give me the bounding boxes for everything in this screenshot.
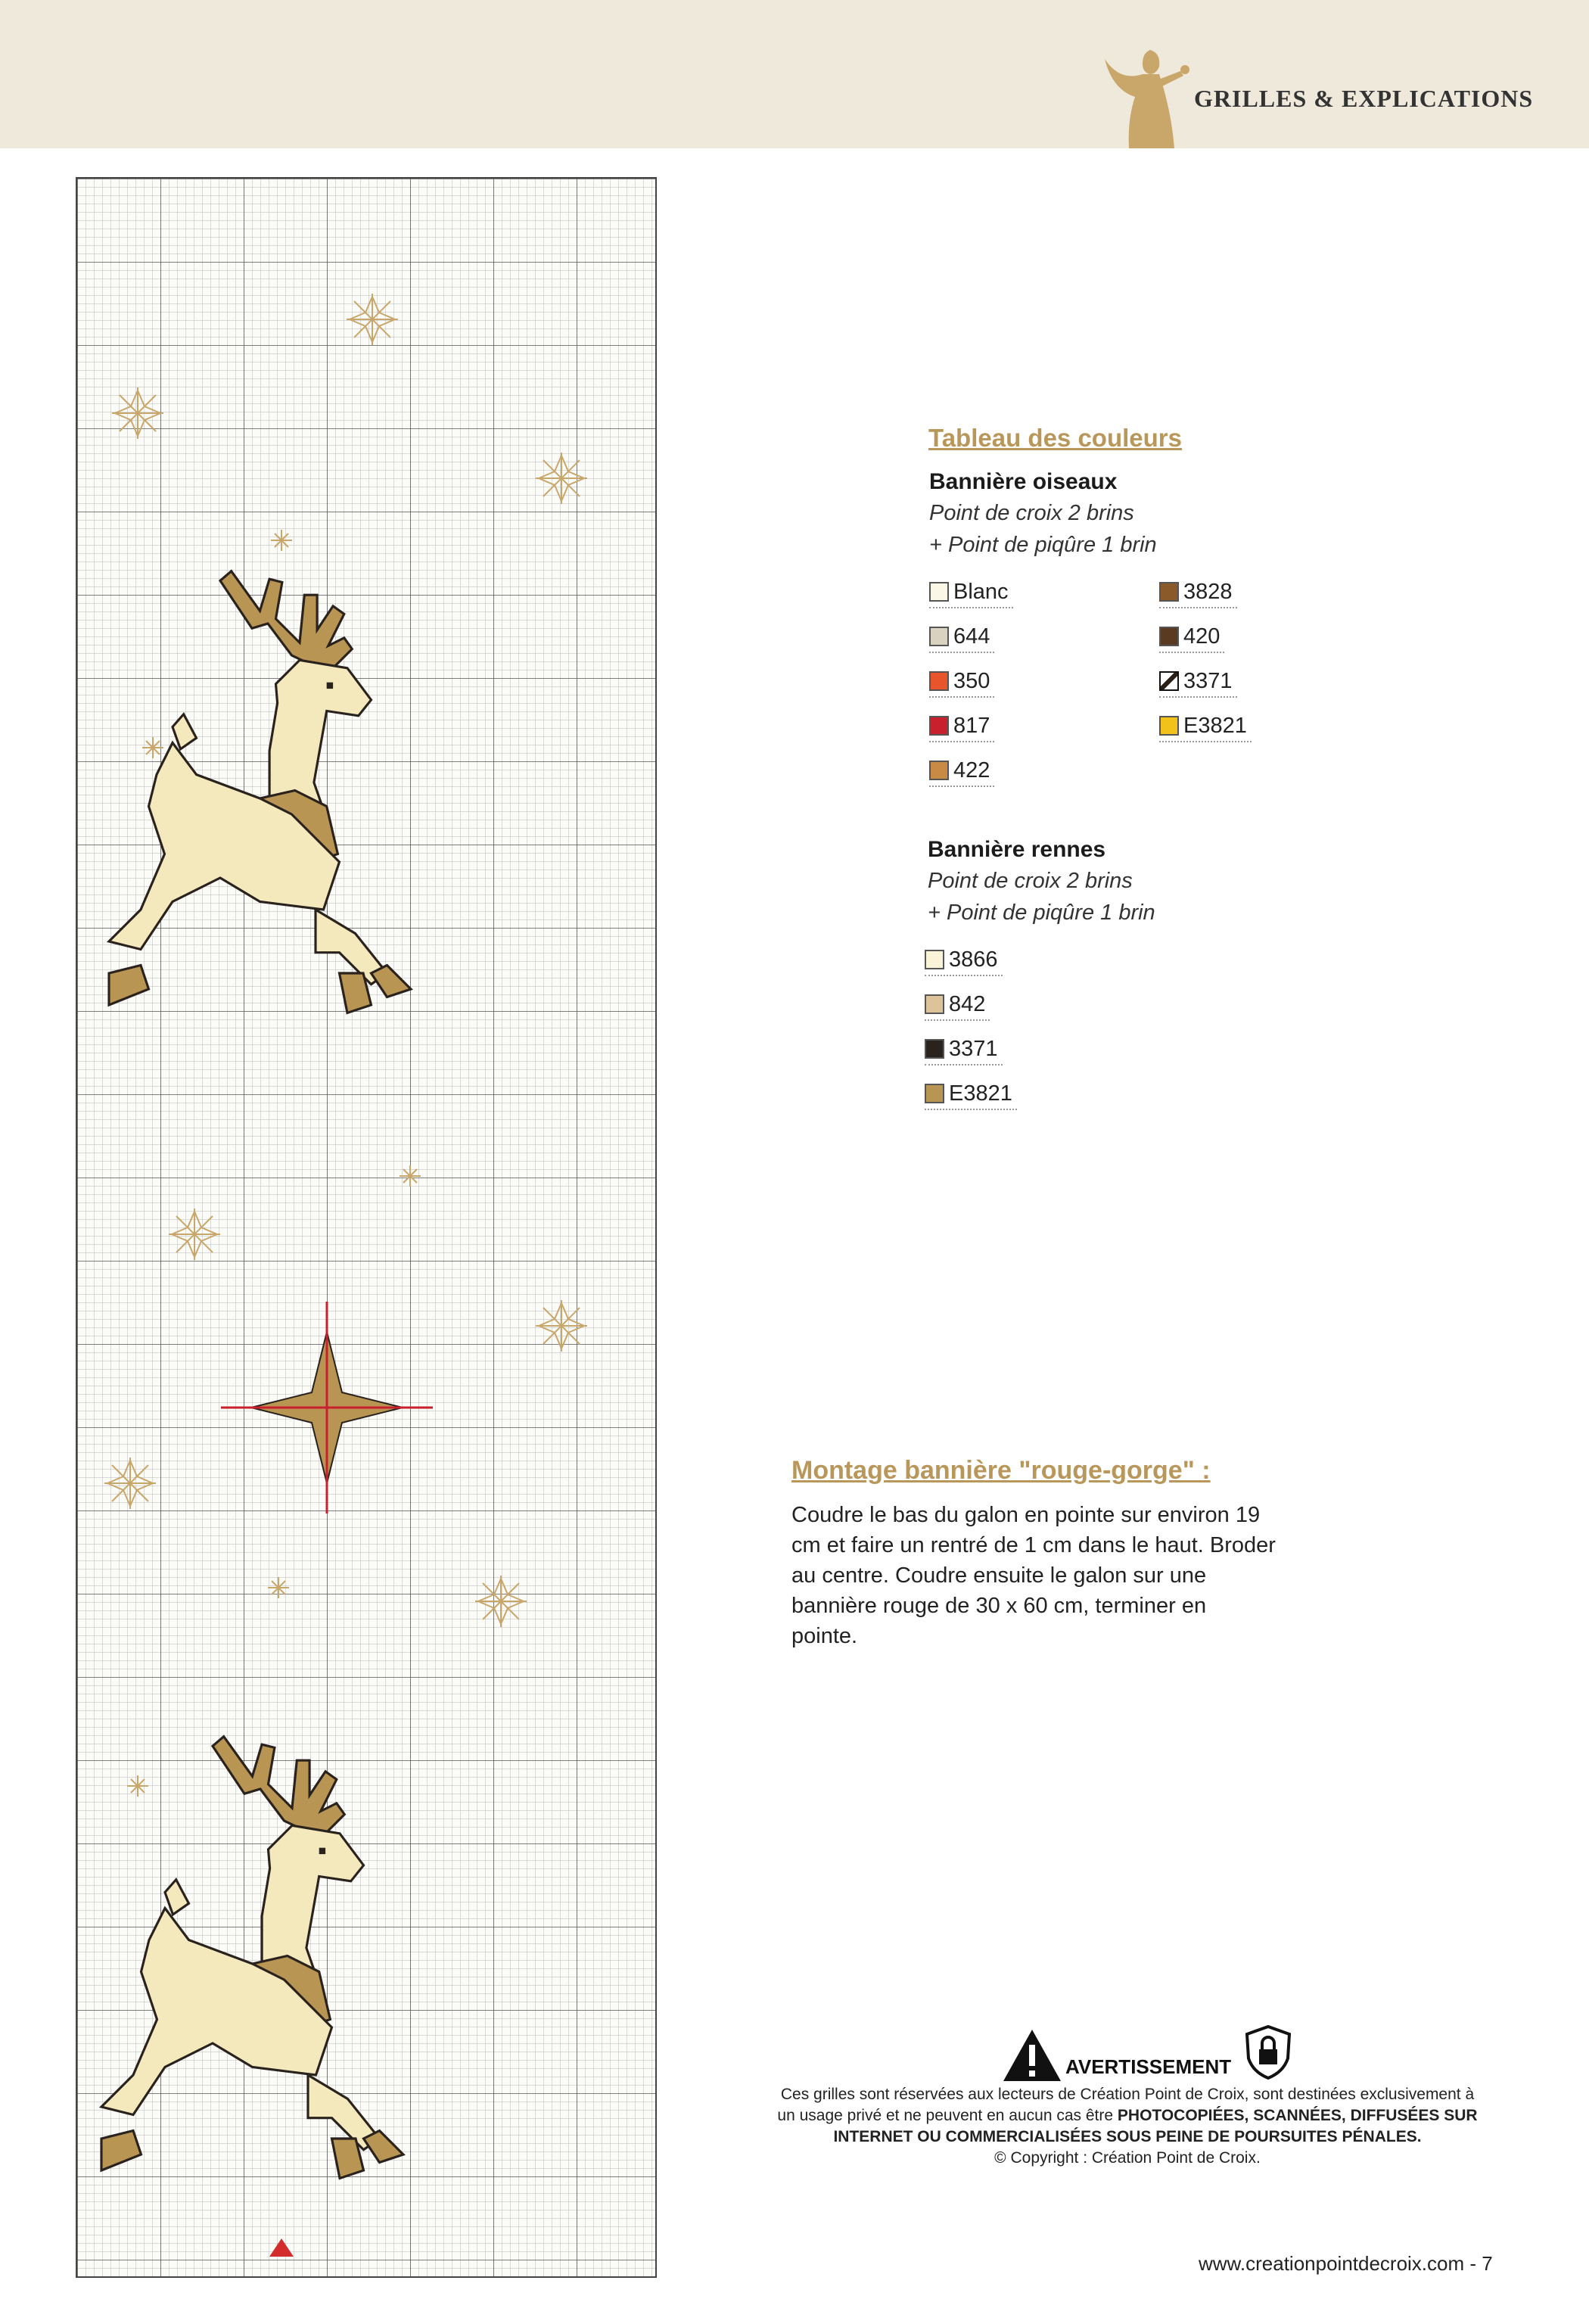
birds-banner-subtitle-2: + Point de piqûre 1 brin <box>929 533 1157 557</box>
cross-stitch-chart <box>76 177 657 2278</box>
legend-label: 817 <box>953 713 990 738</box>
snowflake-icon <box>536 1300 587 1352</box>
legend-label: 422 <box>953 758 990 782</box>
legend-label: 3866 <box>949 947 998 972</box>
legend-label: 420 <box>1183 624 1221 649</box>
color-swatch <box>929 671 949 691</box>
legend-item <box>925 944 1003 976</box>
legal-notice <box>772 2084 1483 2169</box>
angel-icon <box>1097 42 1196 148</box>
color-swatch <box>1159 671 1179 691</box>
legend-item <box>1159 577 1237 608</box>
legend-item <box>1159 621 1224 653</box>
copyright-text: © Copyright : Création Point de Croix. <box>994 2149 1261 2167</box>
legend-label: Blanc <box>953 579 1009 604</box>
legend-item <box>1159 711 1252 742</box>
color-swatch <box>925 1084 944 1103</box>
legend-item <box>929 621 994 653</box>
legend-label: 3371 <box>1183 668 1233 693</box>
legend-item <box>929 666 994 698</box>
legend-item <box>925 1078 1017 1110</box>
color-swatch <box>929 582 949 602</box>
legend-item <box>929 577 1013 608</box>
snowflake-icon <box>475 1576 527 1627</box>
color-swatch <box>929 716 949 736</box>
color-swatch <box>1159 627 1179 646</box>
legend-label: E3821 <box>949 1081 1012 1106</box>
legend-label: 3371 <box>949 1036 998 1061</box>
assembly-text: Coudre le bas du galon en pointe sur environ 19 cm et faire un rentré de 1 cm dans le haut. Broder au centre. Coudre ensuite le galon sur une bannière rouge de 30 x 60 cm, terminer en pointe. <box>791 1503 1276 1648</box>
warning-title: AVERTISSEMENT <box>1065 2055 1232 2078</box>
lock-shield-icon <box>1244 2025 1292 2080</box>
snowflake-icon <box>112 387 163 439</box>
legend-label: 644 <box>953 624 990 649</box>
legend-label: 350 <box>953 668 990 693</box>
reindeer-banner-subtitle-2: + Point de piqûre 1 brin <box>928 901 1155 925</box>
warning-icon <box>1002 2028 1062 2083</box>
section-title: GRILLES & EXPLICATIONS <box>1194 85 1534 112</box>
snowflake-icon <box>347 294 398 345</box>
snowflake-icon <box>104 1458 156 1509</box>
color-swatch <box>925 994 944 1014</box>
legend-item <box>929 711 994 742</box>
legal-text-bold: PHOTOCOPIÉES, SCANNÉES, DIFFUSÉES SUR INTERNET OU COMMERCIALISÉES SOUS PEINE DE POURSUITES PÉNALES. <box>833 2107 1478 2145</box>
legend-label: 842 <box>949 991 986 1016</box>
reindeer-banner-subtitle-1: Point de croix 2 brins <box>928 869 1133 893</box>
snowflake-icon <box>536 453 587 504</box>
color-swatch <box>929 761 949 780</box>
color-swatch <box>1159 716 1179 736</box>
legend-item <box>1159 666 1237 698</box>
snowflake-icon <box>169 1209 220 1260</box>
footer-url: www.creationpointdecroix.com - 7 <box>1199 2252 1493 2275</box>
color-swatch <box>925 1039 944 1059</box>
color-swatch <box>929 627 949 646</box>
assembly-title: Montage bannière "rouge-gorge" : <box>791 1456 1211 1485</box>
legend-item <box>925 989 990 1021</box>
legal-text-normal: Ces grilles sont réservées aux lecteurs de Création Point de Croix, sont destinées exclusivement à un usage privé et ne peuvent en aucun cas être <box>777 2086 1475 2124</box>
legend-label: 3828 <box>1183 579 1233 604</box>
birds-banner-subtitle-1: Point de croix 2 brins <box>929 501 1134 525</box>
reindeer-banner-title: Bannière rennes <box>928 837 1106 862</box>
legend-item <box>925 1034 1003 1066</box>
color-swatch <box>925 950 944 969</box>
birds-banner-title: Bannière oiseaux <box>929 469 1118 494</box>
legend-item <box>929 755 994 787</box>
color-swatch <box>1159 582 1179 602</box>
colors-table-title: Tableau des couleurs <box>928 424 1182 452</box>
legend-label: E3821 <box>1183 713 1247 738</box>
header-band <box>0 0 1589 148</box>
